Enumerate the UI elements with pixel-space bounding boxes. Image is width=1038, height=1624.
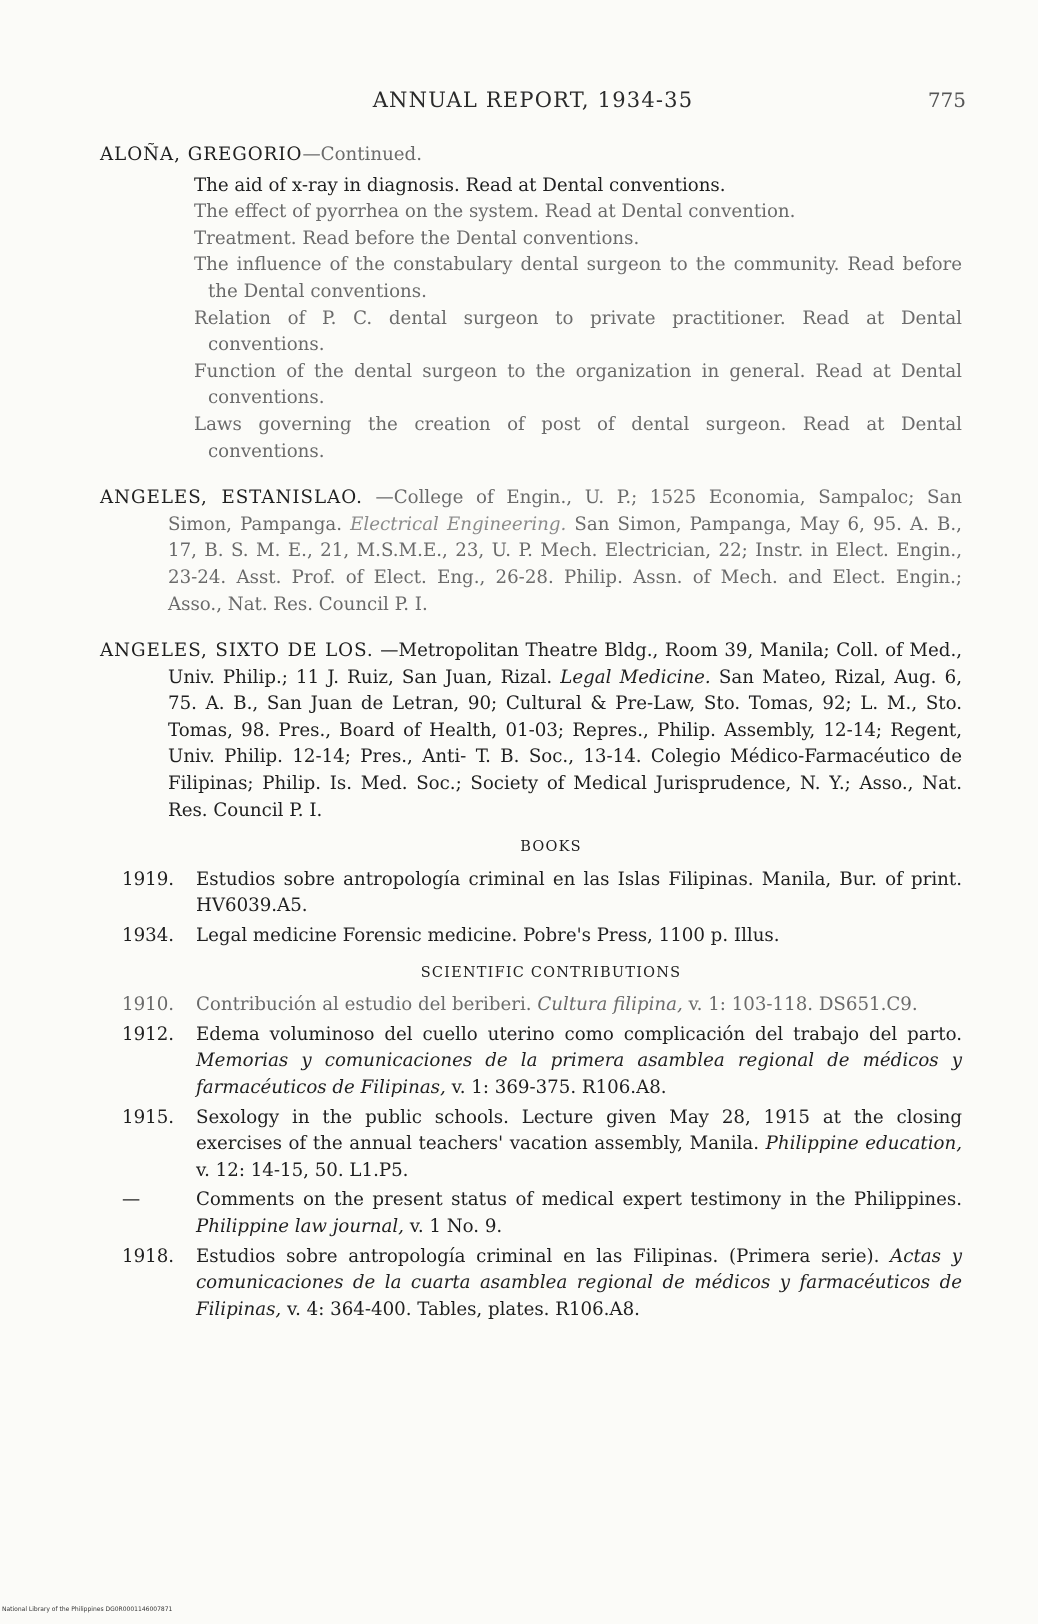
contribution-text (196, 992, 962, 1019)
entry-alona (100, 142, 962, 169)
contribution-journal: Memorias y comunicaciones de la primera asamblea regional de médicos y farmacéuticos de Filipinas, (196, 1050, 962, 1098)
contribution-item (100, 1022, 962, 1102)
book-year: 1934. (122, 925, 175, 947)
contribution-year: 1912. (122, 1023, 175, 1045)
list-item: Relation of P. C. dental surgeon to private practitioner. Read at Dental conventions. (194, 307, 962, 356)
continued-label: —Continued. (302, 144, 422, 165)
entry-field: Legal Medicine. (560, 666, 711, 688)
entry-address: —College of Engin., U. P.; 1525 Economia, Sampaloc; San Simon, Pampanga. (168, 487, 963, 535)
contribution-text (196, 1105, 962, 1185)
list-item: The aid of x-ray in diagnosis. Read at Dental conventions. (194, 174, 726, 196)
entry-field: Electrical Engineering. (350, 513, 567, 535)
contribution-journal: Cultura filipina, (537, 994, 683, 1016)
contribution-journal: Philippine law journal, (196, 1215, 404, 1237)
entry-name: ANGELES, ESTANISLAO. (100, 487, 363, 509)
contribution-title: Sexology in the public schools. Lecture given May 28, 1915 at the closing exercises of the annual teachers' vacation assembly, Manila. (196, 1106, 962, 1155)
contribution-title: Comments on the present status of medical expert testimony in the Philippines. (196, 1189, 962, 1211)
contribution-text (196, 1187, 962, 1240)
contribution-title: Estudios sobre antropología criminal en las Filipinas. (Primera serie). (196, 1245, 880, 1267)
contribution-text (196, 1244, 962, 1324)
list-item: The influence of the constabulary dental surgeon to the community. Read before the Dental conventions. (194, 254, 962, 302)
list-item: Treatment. Read before the Dental conventions. (194, 227, 640, 249)
contribution-title: Contribución al estudio del beriberi. (196, 994, 532, 1016)
contribution-year: 1915. (122, 1106, 175, 1128)
alona-paper-list (100, 173, 962, 466)
contribution-item (100, 1244, 962, 1324)
books-heading: BOOKS (520, 839, 582, 856)
contribution-citation: v. 1: 369-375. R106.A8. (451, 1077, 667, 1098)
contribution-item (100, 1187, 962, 1240)
page-header (100, 88, 966, 118)
page-content (100, 142, 962, 1326)
list-item: Laws governing the creation of post of dental surgeon. Read at Dental conventions. (194, 413, 962, 462)
contribution-title: Edema voluminoso del cuello uterino como complicación del trabajo del parto. (196, 1023, 962, 1045)
entry-biography: San Simon, Pampanga, May 6, 95. A. B., 17, B. S. M. E., 21, M.S.M.E., 23, U. P. Mech. Electrician, 22; Instr. in Elect. Engin., 23-24. Asst. Prof. of Elect. Eng., 26-28. Philip. Assn. of Mech. and Elect. Engin.; Asso., Nat. Res. Council P. I. (168, 513, 962, 615)
contribution-journal: Actas y comunicaciones de la cuarta asamblea regional de médicos y farmacéuticos de Filipinas, (196, 1245, 962, 1320)
contribution-year: 1910. (122, 994, 175, 1016)
list-item: Function of the dental surgeon to the organization in general. Read at Dental conventions. (194, 360, 962, 409)
contribution-citation: v. 4: 364-400. Tables, plates. R106.A8. (287, 1298, 640, 1320)
entry-name: ANGELES, SIXTO DE LOS. (100, 640, 374, 662)
contributions-heading: SCIENTIFIC CONTRIBUTIONS (420, 964, 682, 981)
entry-biography: San Mateo, Rizal, Aug. 6, 75. A. B., San Juan de Letran, 90; Cultural & Pre-Law, Sto. Tomas, 92; L. M., Sto. Tomas, 98. Pres., Board of Health, 01-03; Repres., Philip. Assembly, 12-14; Regent, Univ. Philip. 12-14; Pres., Anti- T. B. Soc., 13-14. Colegio Médico-Farmacéutico de Filipinas; Philip. Is. Med. Soc.; Society of Medical Jurisprudence, N. Y.; Asso., Nat. Res. Council P. I. (168, 666, 962, 821)
contribution-item (100, 992, 962, 1019)
scan-footer: National Library of the Philippines DG0R0001146007871 (2, 1606, 173, 1613)
book-text: Estudios sobre antropología criminal en las Islas Filipinas. Manila, Bur. of print. HV6039.A5. (196, 868, 962, 917)
entry-address: —Metropolitan Theatre Bldg., Room 39, Manila; Coll. of Med., Univ. Philip.; 11 J. Ruiz, San Juan, Rizal. (168, 640, 963, 688)
contribution-citation: v. 12: 14-15, 50. L1.P5. (196, 1159, 409, 1181)
page-number: 775 (927, 88, 966, 112)
contribution-year: 1918. (122, 1245, 175, 1267)
contribution-text (196, 1022, 962, 1102)
contribution-item (100, 1105, 962, 1185)
entry-angeles-sixto (100, 638, 962, 824)
list-item: The effect of pyorrhea on the system. Read at Dental convention. (194, 201, 796, 223)
contribution-citation: v. 1 No. 9. (409, 1215, 503, 1237)
entry-angeles-estanislao (100, 485, 962, 618)
book-year: 1919. (122, 868, 175, 890)
book-text: Legal medicine Forensic medicine. Pobre's Press, 1100 p. Illus. (196, 925, 780, 947)
entry-name: ALOÑA, GREGORIO (100, 144, 303, 165)
contribution-year: — (122, 1189, 141, 1211)
running-head: ANNUAL REPORT, 1934-35 (372, 88, 694, 112)
book-item (100, 923, 962, 950)
book-item (100, 867, 962, 920)
contribution-citation: v. 1: 103-118. DS651.C9. (688, 994, 918, 1016)
contribution-journal: Philippine education, (765, 1133, 962, 1155)
